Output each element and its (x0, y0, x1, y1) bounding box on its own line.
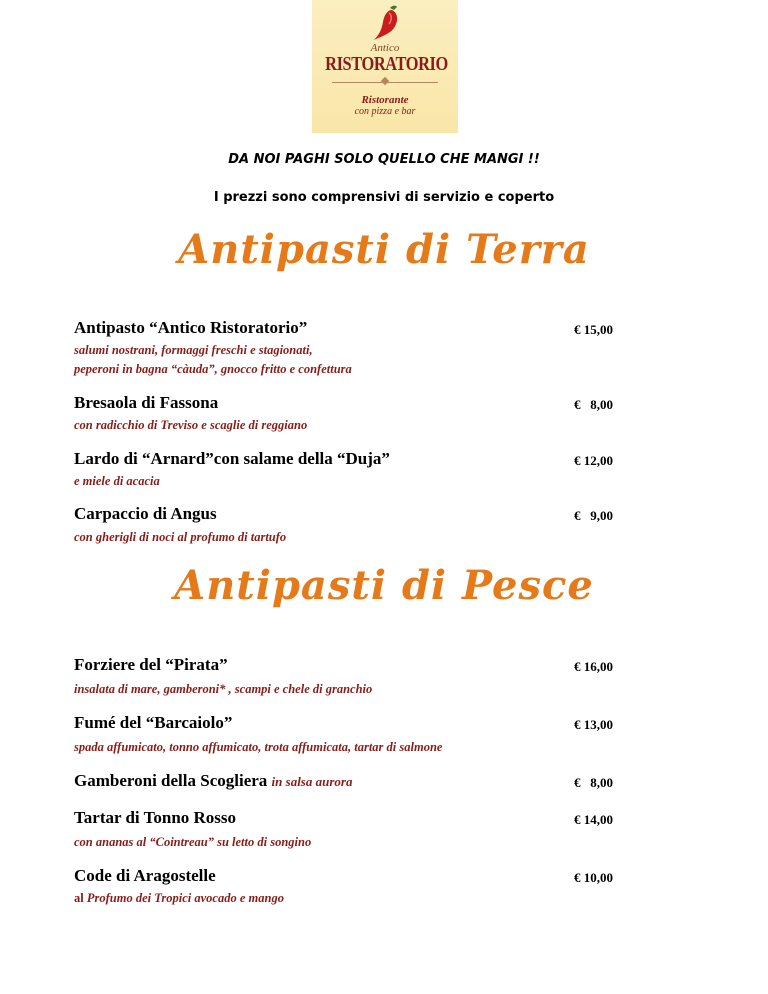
dish-name: Forziere del “Pirata” (74, 655, 228, 674)
dish-price: € 9,00 (574, 508, 613, 523)
dish-name: Tartar di Tonno Rosso (74, 808, 237, 827)
dish-description: peperoni in bagna “càuda”, gnocco fritto e confettura (74, 362, 352, 376)
dish-price: € 8,00 (574, 397, 613, 412)
dish-price: € 8,00 (574, 775, 613, 790)
logo-tagline-2: con pizza e bar (354, 106, 416, 117)
logo-tagline-1: Ristorante (361, 94, 409, 106)
dish-price: € 13,00 (574, 717, 613, 732)
dish-description: con radicchio di Treviso e scaglie di reggiano (74, 418, 308, 432)
dish-description-text: Profumo dei Tropici avocado e mango (83, 891, 284, 905)
dish-name: Carpaccio di Angus (74, 504, 217, 523)
dish-description: e miele di acacia (74, 474, 160, 488)
restaurant-logo (312, 0, 458, 133)
logo-antico-text: Antico (370, 42, 400, 54)
chili-pepper-icon (370, 4, 404, 42)
section-title-terra: Antipasti di Terra (178, 226, 590, 273)
dish-price: € 10,00 (574, 870, 613, 885)
dish-description: insalata di mare, gamberoni* , scampi e chele di granchio (74, 682, 373, 696)
dish-description (74, 889, 284, 908)
dish-name: Code di Aragostelle (74, 866, 216, 885)
notice-pay-what-you-eat: DA NOI PAGHI SOLO QUELLO CHE MANGI !! (228, 152, 540, 167)
dish-description: con ananas al “Cointreau” su letto di songino (74, 835, 312, 849)
dish-description: spada affumicato, tonno affumicato, trota affumicata, tartar di salmone (74, 740, 443, 754)
dish-name: Bresaola di Fassona (74, 393, 219, 412)
dish-description-prefix: al (74, 891, 84, 905)
dish-description: con gherigli di noci al profumo di tartufo (74, 530, 287, 544)
notice-prices-included: I prezzi sono comprensivi di servizio e coperto (213, 190, 555, 205)
dish-name: Lardo di “Arnard”con salame della “Duja” (74, 449, 390, 468)
dish-price: € 14,00 (574, 812, 613, 827)
dish-description: salumi nostrani, formaggi freschi e stagionati, (74, 343, 313, 357)
dish-name: Fumé del “Barcaiolo” (74, 713, 233, 732)
dish-name-suffix: in salsa aurora (271, 774, 353, 789)
logo-divider-dot (381, 77, 389, 85)
dish-name-text: Gamberoni della Scogliera (74, 771, 268, 790)
logo-brand-text: RISTORATORIO (325, 53, 448, 75)
dish-price: € 15,00 (574, 322, 613, 337)
dish-name (74, 771, 352, 791)
dish-price: € 16,00 (574, 659, 613, 674)
section-title-pesce: Antipasti di Pesce (174, 562, 594, 609)
dish-price: € 12,00 (574, 453, 613, 468)
dish-name: Antipasto “Antico Ristoratorio” (74, 318, 308, 337)
